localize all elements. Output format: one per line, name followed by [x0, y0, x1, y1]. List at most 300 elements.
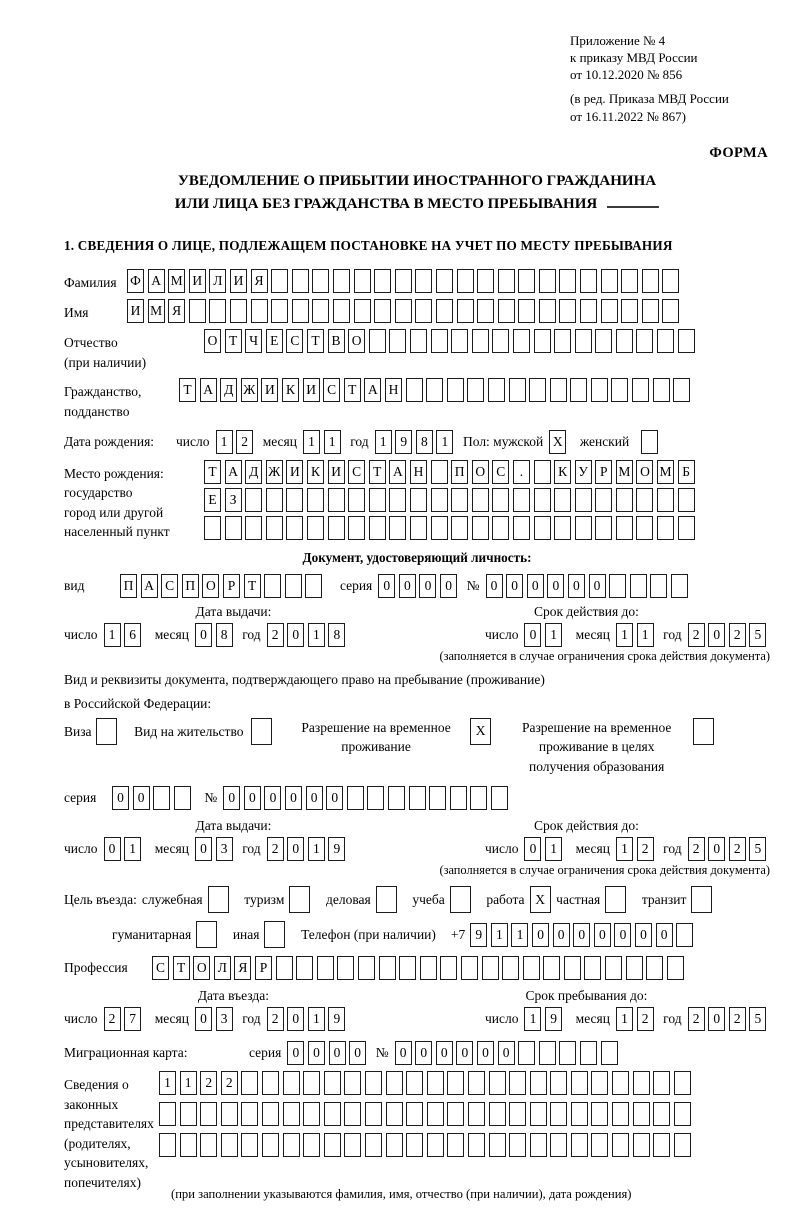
- form-cell[interactable]: [395, 299, 412, 323]
- form-cell[interactable]: 5: [749, 1007, 766, 1031]
- form-cell[interactable]: 2: [729, 1007, 746, 1031]
- form-cell[interactable]: [344, 1071, 361, 1095]
- form-cell[interactable]: 1: [308, 1007, 325, 1031]
- form-cell[interactable]: [601, 299, 618, 323]
- form-cell[interactable]: [347, 786, 364, 810]
- form-cell[interactable]: 0: [326, 786, 343, 810]
- form-cell[interactable]: О: [202, 574, 219, 598]
- form-cell[interactable]: [271, 299, 288, 323]
- form-cell[interactable]: [612, 1102, 629, 1126]
- form-cell[interactable]: [477, 299, 494, 323]
- form-cell[interactable]: [451, 488, 468, 512]
- form-cell[interactable]: 0: [223, 786, 240, 810]
- form-cell[interactable]: [580, 299, 597, 323]
- form-cell[interactable]: [286, 488, 303, 512]
- form-cell[interactable]: [159, 1102, 176, 1126]
- form-cell[interactable]: [633, 1133, 650, 1157]
- form-cell[interactable]: [395, 269, 412, 293]
- form-cell[interactable]: И: [189, 269, 206, 293]
- form-cell[interactable]: [591, 1102, 608, 1126]
- form-cell[interactable]: [513, 516, 530, 540]
- form-cell[interactable]: [245, 516, 262, 540]
- form-cell[interactable]: [389, 516, 406, 540]
- form-cell[interactable]: М: [657, 460, 674, 484]
- form-cell[interactable]: [415, 299, 432, 323]
- form-cell[interactable]: [636, 516, 653, 540]
- form-cell[interactable]: Т: [204, 460, 221, 484]
- form-cell[interactable]: [575, 516, 592, 540]
- form-cell[interactable]: 5: [749, 623, 766, 647]
- form-cell[interactable]: [426, 378, 443, 402]
- form-cell[interactable]: [225, 516, 242, 540]
- form-cell[interactable]: [457, 299, 474, 323]
- form-cell[interactable]: [410, 488, 427, 512]
- form-cell[interactable]: [303, 1071, 320, 1095]
- form-cell[interactable]: [653, 378, 670, 402]
- form-cell[interactable]: [674, 1102, 691, 1126]
- form-cell[interactable]: [513, 488, 530, 512]
- form-cell[interactable]: [447, 1102, 464, 1126]
- form-cell[interactable]: [693, 718, 714, 745]
- form-cell[interactable]: 2: [236, 430, 253, 454]
- form-cell[interactable]: [386, 1102, 403, 1126]
- form-cell[interactable]: И: [261, 378, 278, 402]
- form-cell[interactable]: [559, 1041, 576, 1065]
- form-cell[interactable]: [653, 1071, 670, 1095]
- form-cell[interactable]: [406, 1133, 423, 1157]
- form-cell[interactable]: 0: [285, 786, 302, 810]
- form-cell[interactable]: 2: [688, 1007, 705, 1031]
- form-cell[interactable]: [468, 1102, 485, 1126]
- form-cell[interactable]: К: [307, 460, 324, 484]
- form-cell[interactable]: [530, 1102, 547, 1126]
- form-cell[interactable]: [369, 516, 386, 540]
- form-cell[interactable]: 0: [477, 1041, 494, 1065]
- form-cell[interactable]: [492, 329, 509, 353]
- form-cell[interactable]: [365, 1133, 382, 1157]
- form-cell[interactable]: Ж: [241, 378, 258, 402]
- form-cell[interactable]: [491, 786, 508, 810]
- form-cell[interactable]: [447, 1071, 464, 1095]
- form-cell[interactable]: 1: [616, 837, 633, 861]
- form-cell[interactable]: 0: [524, 623, 541, 647]
- form-cell[interactable]: [262, 1071, 279, 1095]
- form-cell[interactable]: [472, 329, 489, 353]
- form-cell[interactable]: [534, 516, 551, 540]
- form-cell[interactable]: [431, 488, 448, 512]
- form-cell[interactable]: [292, 299, 309, 323]
- form-cell[interactable]: О: [348, 329, 365, 353]
- form-cell[interactable]: [539, 299, 556, 323]
- form-cell[interactable]: [447, 378, 464, 402]
- form-cell[interactable]: [571, 1102, 588, 1126]
- form-cell[interactable]: [159, 1133, 176, 1157]
- form-cell[interactable]: [601, 1041, 618, 1065]
- form-cell[interactable]: [550, 1133, 567, 1157]
- form-cell[interactable]: [650, 574, 667, 598]
- form-cell[interactable]: [653, 1133, 670, 1157]
- form-cell[interactable]: [489, 1133, 506, 1157]
- form-cell[interactable]: 1: [303, 430, 320, 454]
- form-cell[interactable]: Я: [168, 299, 185, 323]
- form-cell[interactable]: 0: [112, 786, 129, 810]
- form-cell[interactable]: 1: [616, 623, 633, 647]
- form-cell[interactable]: 0: [547, 574, 564, 598]
- form-cell[interactable]: [534, 488, 551, 512]
- form-cell[interactable]: [174, 786, 191, 810]
- form-cell[interactable]: [488, 378, 505, 402]
- form-cell[interactable]: А: [225, 460, 242, 484]
- form-cell[interactable]: 8: [416, 430, 433, 454]
- form-cell[interactable]: [365, 1102, 382, 1126]
- form-cell[interactable]: 0: [349, 1041, 366, 1065]
- form-cell[interactable]: А: [364, 378, 381, 402]
- form-cell[interactable]: Е: [266, 329, 283, 353]
- form-cell[interactable]: Р: [595, 460, 612, 484]
- form-cell[interactable]: [436, 269, 453, 293]
- form-cell[interactable]: Т: [244, 574, 261, 598]
- form-cell[interactable]: 1: [491, 923, 508, 947]
- form-cell[interactable]: 0: [264, 786, 281, 810]
- form-cell[interactable]: Т: [225, 329, 242, 353]
- form-cell[interactable]: [447, 1133, 464, 1157]
- form-cell[interactable]: 6: [124, 623, 141, 647]
- form-cell[interactable]: 1: [375, 430, 392, 454]
- form-cell[interactable]: Т: [344, 378, 361, 402]
- form-cell[interactable]: [303, 1102, 320, 1126]
- form-cell[interactable]: Н: [385, 378, 402, 402]
- form-cell[interactable]: Т: [369, 460, 386, 484]
- form-cell[interactable]: [399, 956, 416, 980]
- form-cell[interactable]: [409, 786, 426, 810]
- form-cell[interactable]: [427, 1133, 444, 1157]
- form-cell[interactable]: Т: [179, 378, 196, 402]
- form-cell[interactable]: [379, 956, 396, 980]
- form-cell[interactable]: [296, 956, 313, 980]
- form-cell[interactable]: [591, 1133, 608, 1157]
- form-cell[interactable]: 1: [308, 837, 325, 861]
- form-cell[interactable]: 5: [749, 837, 766, 861]
- form-cell[interactable]: [209, 299, 226, 323]
- form-cell[interactable]: [367, 786, 384, 810]
- form-cell[interactable]: [241, 1071, 258, 1095]
- form-cell[interactable]: [389, 488, 406, 512]
- form-cell[interactable]: [348, 516, 365, 540]
- form-cell[interactable]: 0: [436, 1041, 453, 1065]
- form-cell[interactable]: [575, 488, 592, 512]
- form-cell[interactable]: 2: [688, 623, 705, 647]
- form-cell[interactable]: [333, 299, 350, 323]
- form-cell[interactable]: 1: [637, 623, 654, 647]
- form-cell[interactable]: [616, 488, 633, 512]
- form-cell[interactable]: 9: [328, 837, 345, 861]
- form-cell[interactable]: [550, 1102, 567, 1126]
- form-cell[interactable]: Л: [209, 269, 226, 293]
- form-cell[interactable]: [457, 269, 474, 293]
- form-cell[interactable]: [554, 488, 571, 512]
- form-cell[interactable]: С: [492, 460, 509, 484]
- form-cell[interactable]: 2: [200, 1071, 217, 1095]
- form-cell[interactable]: [431, 516, 448, 540]
- form-cell[interactable]: 1: [545, 623, 562, 647]
- form-cell[interactable]: И: [127, 299, 144, 323]
- form-cell[interactable]: [636, 488, 653, 512]
- form-cell[interactable]: 0: [589, 574, 606, 598]
- form-cell[interactable]: 2: [637, 1007, 654, 1031]
- form-cell[interactable]: [406, 1102, 423, 1126]
- form-cell[interactable]: [509, 1071, 526, 1095]
- form-cell[interactable]: [502, 956, 519, 980]
- form-cell[interactable]: 0: [395, 1041, 412, 1065]
- form-cell[interactable]: А: [200, 378, 217, 402]
- form-cell[interactable]: П: [120, 574, 137, 598]
- form-cell[interactable]: П: [451, 460, 468, 484]
- form-cell[interactable]: 9: [545, 1007, 562, 1031]
- form-cell[interactable]: [271, 269, 288, 293]
- form-cell[interactable]: [591, 1071, 608, 1095]
- form-cell[interactable]: 0: [195, 1007, 212, 1031]
- form-cell[interactable]: [307, 488, 324, 512]
- form-cell[interactable]: [612, 1133, 629, 1157]
- form-cell[interactable]: [539, 269, 556, 293]
- form-cell[interactable]: [646, 956, 663, 980]
- form-cell[interactable]: [595, 488, 612, 512]
- form-cell[interactable]: [616, 516, 633, 540]
- form-cell[interactable]: Д: [220, 378, 237, 402]
- form-cell[interactable]: [642, 269, 659, 293]
- form-cell[interactable]: 0: [244, 786, 261, 810]
- form-cell[interactable]: 0: [708, 837, 725, 861]
- form-cell[interactable]: 0: [553, 923, 570, 947]
- form-cell[interactable]: [307, 516, 324, 540]
- form-cell[interactable]: 0: [104, 837, 121, 861]
- form-cell[interactable]: К: [554, 460, 571, 484]
- form-cell[interactable]: [245, 488, 262, 512]
- form-cell[interactable]: [642, 299, 659, 323]
- form-cell[interactable]: [189, 299, 206, 323]
- form-cell[interactable]: Д: [245, 460, 262, 484]
- form-cell[interactable]: 0: [527, 574, 544, 598]
- form-cell[interactable]: [436, 299, 453, 323]
- form-cell[interactable]: [328, 488, 345, 512]
- form-cell[interactable]: [632, 378, 649, 402]
- form-cell[interactable]: Р: [255, 956, 272, 980]
- form-cell[interactable]: 0: [708, 623, 725, 647]
- form-cell[interactable]: 0: [195, 623, 212, 647]
- form-cell[interactable]: [283, 1102, 300, 1126]
- form-cell[interactable]: [461, 956, 478, 980]
- form-cell[interactable]: [468, 1133, 485, 1157]
- form-cell[interactable]: 2: [104, 1007, 121, 1031]
- form-cell[interactable]: Б: [678, 460, 695, 484]
- form-cell[interactable]: [605, 956, 622, 980]
- form-cell[interactable]: 0: [287, 1007, 304, 1031]
- form-cell[interactable]: [303, 1133, 320, 1157]
- form-cell[interactable]: [328, 516, 345, 540]
- form-cell[interactable]: 0: [456, 1041, 473, 1065]
- form-cell[interactable]: [676, 923, 693, 947]
- form-cell[interactable]: [633, 1102, 650, 1126]
- form-cell[interactable]: [657, 329, 674, 353]
- form-cell[interactable]: [550, 1071, 567, 1095]
- form-cell[interactable]: Е: [204, 488, 221, 512]
- form-cell[interactable]: 0: [506, 574, 523, 598]
- form-cell[interactable]: [241, 1102, 258, 1126]
- form-cell[interactable]: [312, 299, 329, 323]
- form-cell[interactable]: [633, 1071, 650, 1095]
- form-cell[interactable]: С: [152, 956, 169, 980]
- form-cell[interactable]: 2: [267, 1007, 284, 1031]
- form-cell[interactable]: О: [636, 460, 653, 484]
- form-cell[interactable]: [509, 378, 526, 402]
- form-cell[interactable]: [283, 1133, 300, 1157]
- form-cell[interactable]: [630, 574, 647, 598]
- form-cell[interactable]: И: [286, 460, 303, 484]
- form-cell[interactable]: [200, 1102, 217, 1126]
- form-cell[interactable]: 1: [524, 1007, 541, 1031]
- form-cell[interactable]: 0: [573, 923, 590, 947]
- form-cell[interactable]: [264, 574, 281, 598]
- form-cell[interactable]: [337, 956, 354, 980]
- form-cell[interactable]: [208, 886, 229, 913]
- form-cell[interactable]: [450, 786, 467, 810]
- form-cell[interactable]: [530, 1133, 547, 1157]
- form-cell[interactable]: 1: [308, 623, 325, 647]
- form-cell[interactable]: [451, 516, 468, 540]
- form-cell[interactable]: 0: [440, 574, 457, 598]
- form-cell[interactable]: 1: [511, 923, 528, 947]
- form-cell[interactable]: 1: [616, 1007, 633, 1031]
- form-cell[interactable]: Л: [214, 956, 231, 980]
- form-cell[interactable]: [571, 1071, 588, 1095]
- form-cell[interactable]: [406, 1071, 423, 1095]
- form-cell[interactable]: И: [328, 460, 345, 484]
- form-cell[interactable]: [317, 956, 334, 980]
- form-cell[interactable]: [450, 886, 471, 913]
- form-cell[interactable]: [482, 956, 499, 980]
- form-cell[interactable]: 1: [545, 837, 562, 861]
- form-cell[interactable]: [292, 269, 309, 293]
- form-cell[interactable]: [386, 1133, 403, 1157]
- form-cell[interactable]: [662, 269, 679, 293]
- form-cell[interactable]: Н: [410, 460, 427, 484]
- form-cell[interactable]: 1: [216, 430, 233, 454]
- form-cell[interactable]: X: [530, 886, 551, 913]
- form-cell[interactable]: [601, 269, 618, 293]
- form-cell[interactable]: С: [348, 460, 365, 484]
- form-cell[interactable]: [550, 378, 567, 402]
- form-cell[interactable]: [616, 329, 633, 353]
- form-cell[interactable]: 2: [221, 1071, 238, 1095]
- form-cell[interactable]: 0: [614, 923, 631, 947]
- form-cell[interactable]: [662, 299, 679, 323]
- form-cell[interactable]: [369, 488, 386, 512]
- form-cell[interactable]: [324, 1102, 341, 1126]
- form-cell[interactable]: [492, 488, 509, 512]
- form-cell[interactable]: [575, 329, 592, 353]
- form-cell[interactable]: [251, 299, 268, 323]
- form-cell[interactable]: 9: [328, 1007, 345, 1031]
- form-cell[interactable]: [468, 1071, 485, 1095]
- form-cell[interactable]: 0: [287, 623, 304, 647]
- form-cell[interactable]: 1: [436, 430, 453, 454]
- form-cell[interactable]: [492, 516, 509, 540]
- form-cell[interactable]: [354, 269, 371, 293]
- form-cell[interactable]: [529, 378, 546, 402]
- form-cell[interactable]: 0: [287, 837, 304, 861]
- form-cell[interactable]: [554, 329, 571, 353]
- form-cell[interactable]: М: [616, 460, 633, 484]
- form-cell[interactable]: [626, 956, 643, 980]
- form-cell[interactable]: [153, 786, 170, 810]
- form-cell[interactable]: [386, 1071, 403, 1095]
- form-cell[interactable]: 0: [419, 574, 436, 598]
- form-cell[interactable]: [420, 956, 437, 980]
- form-cell[interactable]: 0: [287, 1041, 304, 1065]
- form-cell[interactable]: О: [472, 460, 489, 484]
- form-cell[interactable]: [571, 1133, 588, 1157]
- form-cell[interactable]: 1: [124, 837, 141, 861]
- form-cell[interactable]: [534, 460, 551, 484]
- form-cell[interactable]: [513, 329, 530, 353]
- form-cell[interactable]: [241, 1133, 258, 1157]
- form-cell[interactable]: [489, 1102, 506, 1126]
- form-cell[interactable]: X: [549, 430, 566, 454]
- form-cell[interactable]: 0: [568, 574, 585, 598]
- form-cell[interactable]: [498, 299, 515, 323]
- form-cell[interactable]: [264, 921, 285, 948]
- form-cell[interactable]: [509, 1102, 526, 1126]
- form-cell[interactable]: [410, 329, 427, 353]
- form-cell[interactable]: 9: [395, 430, 412, 454]
- form-cell[interactable]: [427, 1102, 444, 1126]
- form-cell[interactable]: [324, 1071, 341, 1095]
- form-cell[interactable]: [564, 956, 581, 980]
- form-cell[interactable]: У: [575, 460, 592, 484]
- form-cell[interactable]: 2: [267, 623, 284, 647]
- form-cell[interactable]: [595, 329, 612, 353]
- form-cell[interactable]: Т: [307, 329, 324, 353]
- form-cell[interactable]: [196, 921, 217, 948]
- form-cell[interactable]: 0: [195, 837, 212, 861]
- form-cell[interactable]: 0: [308, 1041, 325, 1065]
- form-cell[interactable]: [204, 516, 221, 540]
- form-cell[interactable]: [251, 718, 272, 745]
- form-cell[interactable]: [285, 574, 302, 598]
- form-cell[interactable]: [472, 488, 489, 512]
- form-cell[interactable]: [523, 956, 540, 980]
- form-cell[interactable]: [266, 516, 283, 540]
- form-cell[interactable]: 0: [635, 923, 652, 947]
- form-cell[interactable]: [369, 329, 386, 353]
- form-cell[interactable]: [518, 299, 535, 323]
- form-cell[interactable]: [467, 378, 484, 402]
- form-cell[interactable]: 1: [324, 430, 341, 454]
- form-cell[interactable]: 2: [267, 837, 284, 861]
- form-cell[interactable]: [691, 886, 712, 913]
- form-cell[interactable]: [595, 516, 612, 540]
- form-cell[interactable]: [180, 1102, 197, 1126]
- form-cell[interactable]: [221, 1133, 238, 1157]
- form-cell[interactable]: 0: [415, 1041, 432, 1065]
- form-cell[interactable]: [609, 574, 626, 598]
- form-cell[interactable]: [580, 1041, 597, 1065]
- form-cell[interactable]: [530, 1071, 547, 1095]
- form-cell[interactable]: [286, 516, 303, 540]
- form-cell[interactable]: [389, 329, 406, 353]
- form-cell[interactable]: [509, 1133, 526, 1157]
- form-cell[interactable]: [262, 1133, 279, 1157]
